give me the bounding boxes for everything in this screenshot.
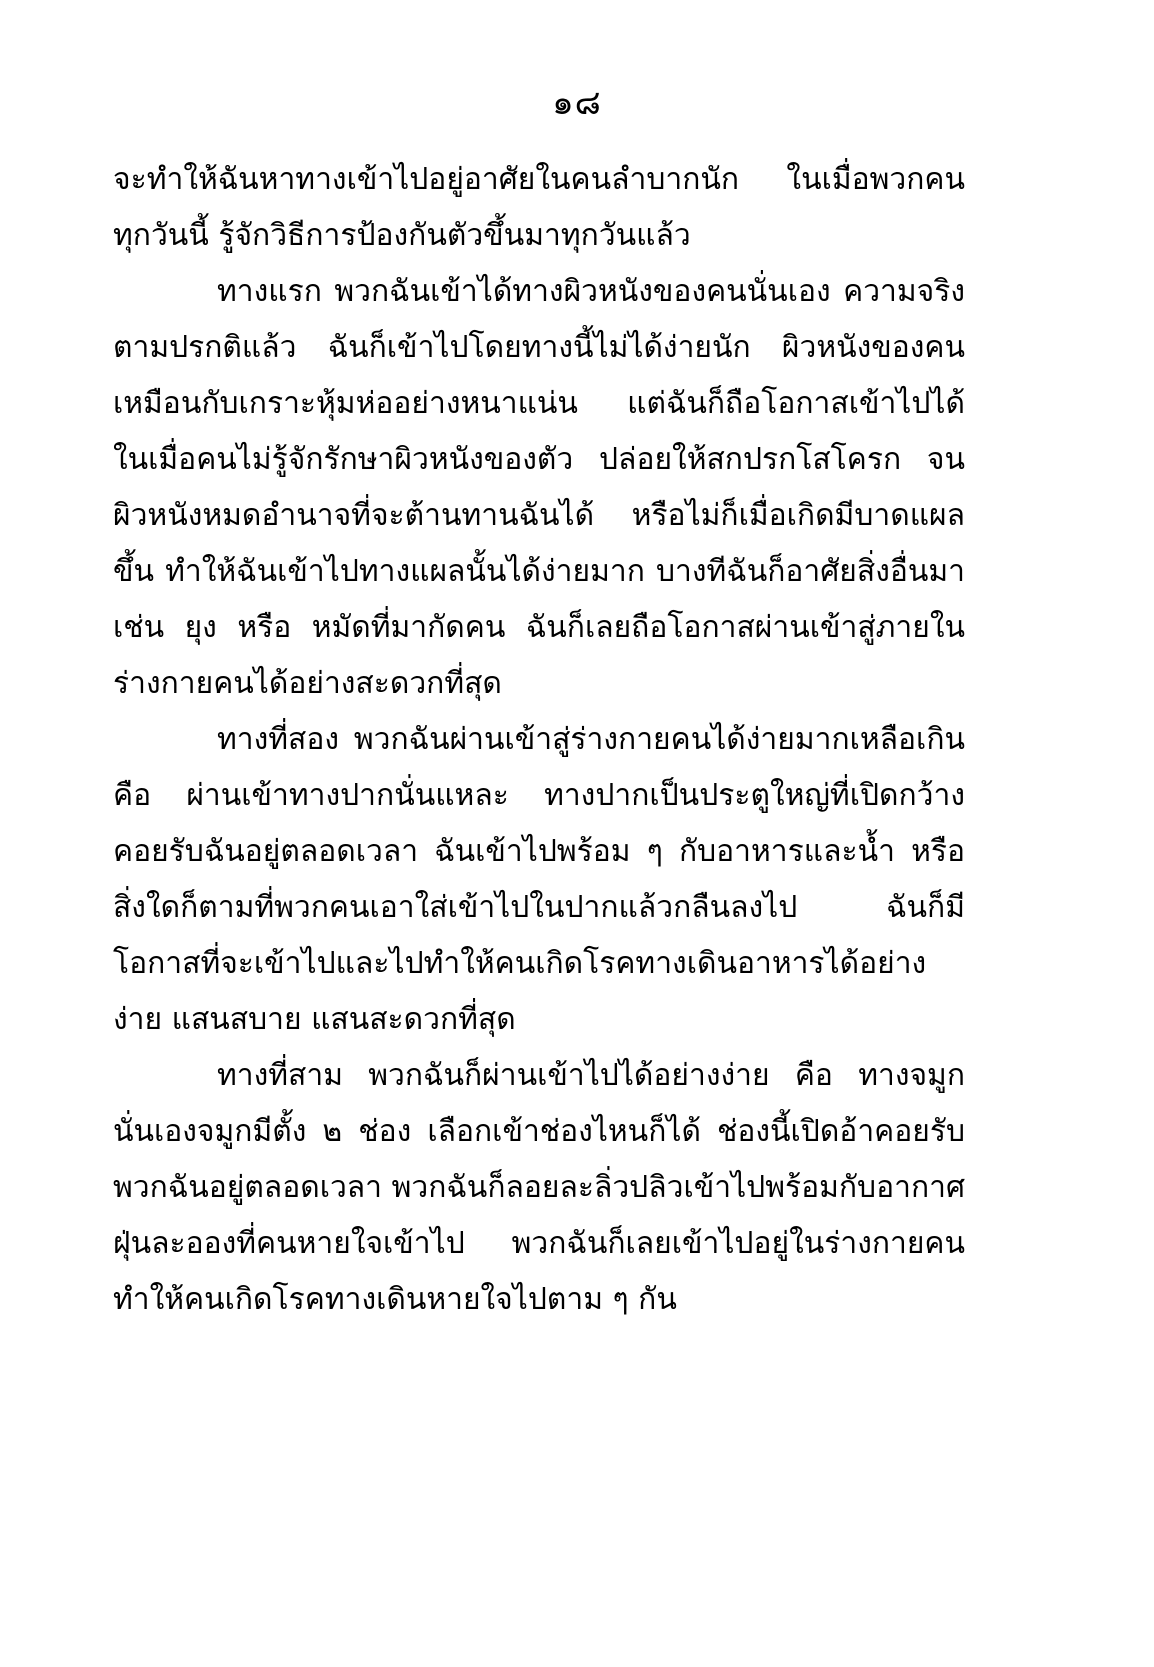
- page-number: ๑๘: [552, 83, 602, 123]
- paragraph: ทางแรก พวกฉันเข้าได้ทางผิวหนังของคนนั่นเอง ความจริงตามปรกติแล้ว ฉันก็เข้าไปโดยทางนี้ไม่ได้ง่ายนัก ผิวหนังของคนเหมือนกับเกราะหุ้มห่ออย่างหนาแน่น แต่ฉันก็ถือโอกาสเข้าไปได้ ในเมื่อคนไม่รู้จักรักษาผิวหนังของตัว ปล่อยให้สกปรกโสโครก จนผิวหนังหมดอำนาจที่จะต้านทานฉันได้ หรือไม่ก็เมื่อเกิดมีบาดแผลขึ้น ทำให้ฉันเข้าไปทางแผลนั้นได้ง่ายมาก บางทีฉันก็อาศัยสิ่งอื่นมาเช่น ยุง หรือ หมัดที่มากัดคน ฉันก็เลยถือโอกาสผ่านเข้าสู่ภายในร่างกายคนได้อย่างสะดวกที่สุด: [113, 274, 965, 701]
- paragraph: ทางที่สอง พวกฉันผ่านเข้าสู่ร่างกายคนได้ง่ายมากเหลือเกิน คือ ผ่านเข้าทางปากนั่นแหละ ทางปากเป็นประตูใหญ่ที่เปิดกว้างคอยรับฉันอยู่ตลอดเวลา ฉันเข้าไปพร้อม ๆ กับอาหารและน้ำ หรือสิ่งใดก็ตามที่พวกคนเอาใส่เข้าไปในปากแล้วกลืนลงไป ฉันก็มีโอกาสที่จะเข้าไปและไปทำให้คนเกิดโรคทางเดินอาหารได้อย่างง่าย แสนสบาย แสนสะดวกที่สุด: [113, 722, 965, 1037]
- paragraph: จะทำให้ฉันหาทางเข้าไปอยู่อาศัยในคนลำบากนัก ในเมื่อพวกคนทุกวันนี้ รู้จักวิธีการป้องกันตัวขึ้นมาทุกวันแล้ว: [113, 162, 965, 253]
- paragraph: ทางที่สาม พวกฉันก็ผ่านเข้าไปได้อย่างง่าย คือ ทางจมูกนั่นเองจมูกมีตั้ง ๒ ช่อง เลือกเข้าช่องไหนก็ได้ ช่องนี้เปิดอ้าคอยรับพวกฉันอยู่ตลอดเวลา พวกฉันก็ลอยละลิ่วปลิวเข้าไปพร้อมกับอากาศฝุ่นละอองที่คนหายใจเข้าไป พวกฉันก็เลยเข้าไปอยู่ในร่างกายคน ทำให้คนเกิดโรคทางเดินหายใจไปตาม ๆ กัน: [113, 1058, 965, 1317]
- body-text-block: [113, 152, 965, 1328]
